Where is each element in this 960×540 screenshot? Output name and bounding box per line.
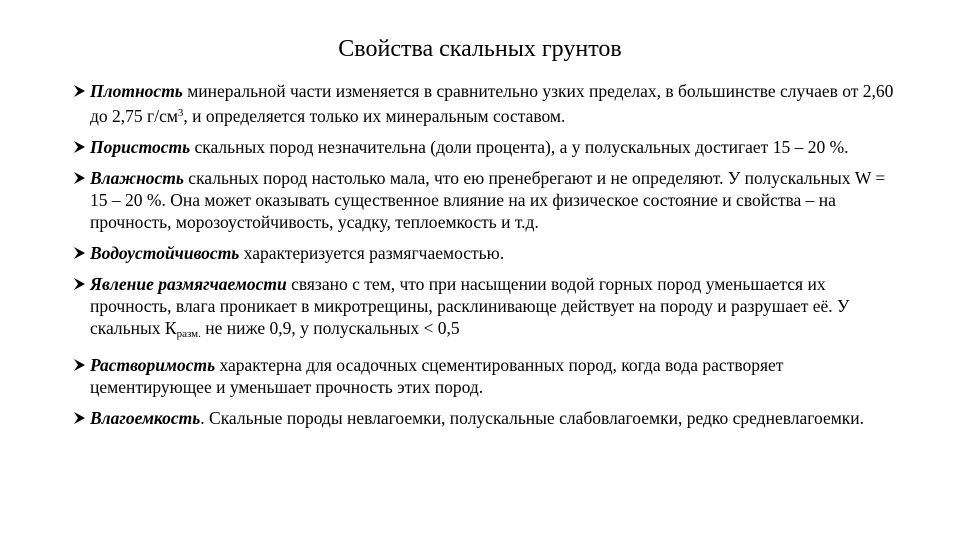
list-item-porosity <box>76 136 906 158</box>
item-text: характерна для осадочных сцементированных пород, когда вода растворяет цементирующее и уменьшает прочность этих пород. <box>90 355 784 397</box>
item-text: связано с тем, что при насыщении водой горных пород уменьшается их прочность, влага проникает в микротрещины, расклинивающе действует на породу и разрушает её. У скальных К <box>90 274 850 338</box>
item-text: скальных пород настолько мала, что ею пренебрегают и не определяют. У полускальных W = 15 – 20 %. Она может оказывать существенное влияние на их физическое состояние и свойства – на прочность, морозоустойчивость, усадку, теплоемкость и т.д. <box>90 168 886 232</box>
subscript: разм. <box>176 328 201 340</box>
item-text: . Скальные породы невлагоемки, полускальные слабовлагоемки, редко средневлагоемки. <box>200 408 865 428</box>
list-item-moisture-capacity <box>76 407 906 429</box>
term-porosity: Пористость <box>90 137 191 157</box>
item-text: характеризуется размягчаемостью. <box>239 243 505 263</box>
list-item-water-resistance <box>76 242 906 264</box>
properties-list <box>76 80 906 438</box>
arrow-bullet-icon <box>74 407 88 429</box>
list-item-solubility <box>76 354 906 398</box>
list-item-moisture <box>76 167 906 233</box>
term-softening: Явление размягчаемости <box>90 274 287 294</box>
item-text: не ниже 0,9, у полускальных < 0,5 <box>200 318 460 338</box>
arrow-bullet-icon <box>74 242 88 264</box>
item-text: скальных пород незначительна (доли процента), а у полускальных достигает 15 – 20 %. <box>190 137 849 157</box>
term-water-resistance: Водоустойчивость <box>90 243 240 263</box>
arrow-bullet-icon <box>74 273 88 295</box>
arrow-bullet-icon <box>74 167 88 189</box>
term-moisture: Влажность <box>90 168 184 188</box>
list-item-softening <box>76 273 906 345</box>
term-solubility: Растворимость <box>90 355 216 375</box>
term-moisture-capacity: Влагоемкость <box>90 408 201 428</box>
arrow-bullet-icon <box>74 136 88 158</box>
superscript: 3 <box>177 107 184 119</box>
term-density: Плотность <box>90 81 183 101</box>
list-item-density <box>76 80 906 127</box>
item-text: , и определяется только их минеральным составом. <box>183 106 566 126</box>
arrow-bullet-icon <box>74 354 88 376</box>
slide-title: Свойства скальных грунтов <box>338 36 622 62</box>
item-text: минеральной части изменяется в сравнительно узких пределах, в большинстве случаев от 2,60 до 2,75 г/см <box>90 81 894 126</box>
arrow-bullet-icon <box>74 80 88 102</box>
